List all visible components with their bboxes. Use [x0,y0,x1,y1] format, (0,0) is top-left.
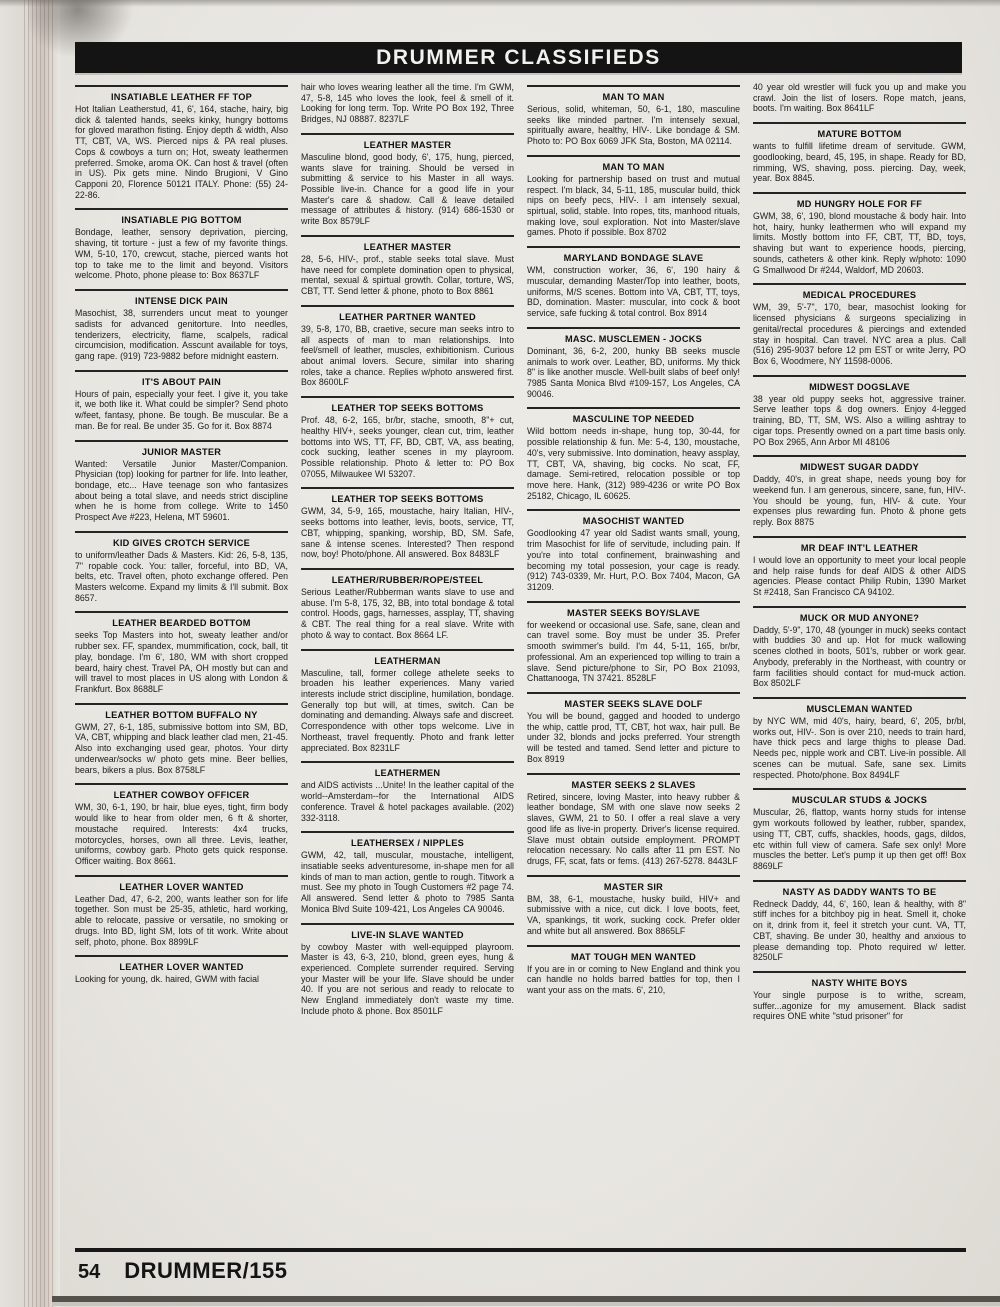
ad-title: INSATIABLE PIG BOTTOM [121,215,242,226]
ad-body: Masculine blond, good body, 6', 175, hung, pierced, wants slave for training. Should be versed in submitting & service to his Master in all ways. Possible live-in. Chance for a good life in your Master's care & shadow. Call & leave detailed message of attributes & history. (914) 686-1530 or write Box 8579LF [301,151,514,227]
ad-title: LEATHER COWBOY OFFICER [113,790,250,801]
ad-title: MUSCULAR STUDS & JOCKS [791,795,928,806]
classified-ad [75,85,288,200]
ad-title: MASTER SEEKS BOY/SLAVE [567,607,700,618]
classified-ad [753,375,966,448]
ad-body: hair who loves wearing leather all the time. I'm GWM, 47, 5-8, 145 who loves the look, feel & smell of it. Looking for long term. Top. Write PO Box 192, Three Bridges, NJ 08887. 8237LF [301,82,514,125]
classified-ad [301,235,514,297]
ad-title: NASTY WHITE BOYS [811,977,908,988]
ad-title: LEATHER BOTTOM BUFFALO NY [105,709,258,720]
ad-title: LEATHER PARTNER WANTED [339,311,476,322]
ad-body: 28, 5-6, HIV-, prof., stable seeks total slave. Must have need for complete domination open to physical, mental, sexual & spirtual growth. Collar, torture, WS, CBT, TT. Send letter & phone, photo to Box 8861 [301,253,514,297]
classified-ad [753,697,966,780]
ad-body: Serious Leather/Rubberman wants slave to use and abuse. I'm 5-8, 175, 32, BB, into total bondage & total control. Hoods, gags, harnesses, assplay, TT, shaving & CBT. The real thing for a real slave. Write with photo & way to contact. Box 8664 LF. [301,587,514,640]
classifieds-column [753,82,966,1234]
ad-body: Goodlooking 47 year old Sadist wants small, young, trim Masochist for life of servitude, including pain. If you're into total confinement, brainwashing and becoming my total possesion, your cage is ready. (912) 743-0339, Mr. Hurt, P.O. Box 7404, Macon, GA 31209. [527,528,740,592]
ad-title: IT'S ABOUT PAIN [142,376,221,387]
classified-ad [301,305,514,388]
ad-title: INSATIABLE LEATHER FF TOP [111,92,252,102]
classified-ad [527,155,740,238]
classified-ad [75,875,288,948]
ad-body: Masochist, 38, surrenders uncut meat to younger sadists for advanced genitorture. Into needles, tenderizers, electricity, flame, scalpels, radical circumcision, modification. Asscunt available for toys, gang rape. (919) 723-9882 before midnight eastern. [75,308,288,361]
header-bar [75,42,962,73]
ad-title: LEATHER TOP SEEKS BOTTOMS [331,403,484,414]
ad-body: for weekend or occasional use. Safe, sane, clean and can travel some. Boy must be under 35. Prefer smooth swimmer's build. I'm 44, 5-11, 165, br/br, professional. Am an experienced top willing to train a slave. Send picture/phone to Sir, PO Box 21093, Chattanooga, TN 37421. 8528LF [527,619,740,684]
classified-ad [527,945,740,996]
ad-title: MASTER SEEKS SLAVE DOLF [564,699,703,710]
ad-title: MASTER SEEKS 2 SLAVES [571,779,696,790]
ad-title: MD HUNGRY HOLE FOR FF [796,199,923,210]
ad-body: BM, 38, 6-1, moustache, husky build, HIV+ and submissive with a nice, cut dick. I love boots, feet, VA, spankings, tit work, sucking cock. Prefer older and white but all answered. Box 8865LF [527,893,740,936]
ad-title: MAN TO MAN [602,161,665,172]
ad-title: MASOCHIST WANTED [582,516,685,527]
ad-title: MEDICAL PROCEDURES [802,290,917,301]
ad-title: MAN TO MAN [602,92,665,102]
ad-body: Looking for partnership based on trust and mutual respect. I'm black, 34, 5-11, 185, muscular build, thick nips on beefy pecs, HIV-. I am intensely sexual, spirtual, solid, stable. Into ropes, tits, manhood rituals, making love, soul exploration. Not into Master/slave games. Photo if possible. Box 8702 [527,173,740,238]
ad-body: Leather Dad, 47, 6-2, 200, wants leather son for life together. Son must be 25-35, athletic, hard working, able to relocate, passive or versatile, no smoking or drugs. Into BD, light SM, lots of tit work. Write about self, photo, phone. Box 8899LF [75,893,288,947]
classifieds-columns [75,82,966,1234]
ad-title: LEATHERMEN [374,768,441,779]
ad-title: NASTY AS DADDY WANTS TO BE [782,886,937,897]
ad-body: Daddy, 40's, in great shape, needs young boy for weekend fun. I am generous, sincere, sane, fun, HIV-. You should be young, fun, HIV- & cute. Your expenses plus rewarding fun. Photo & phone gets reply. Box 8875 [753,474,966,528]
ad-body: Wild bottom needs in-shape, hung top, 30-44, for possible relationship & fun. Me: 5-4, 130, moustache, 40's, very submissive. Into domination, heavy assplay, TT, CBT, VA, shaving, big cocks. No scat, FF, damage. Semi-retired, relocation possible or top move here. Hank, (312) 989-4236 or write PO Box 25182, Chicago, IL 60625. [527,426,740,501]
classified-ad [753,122,966,184]
ad-body: Hours of pain, especially your feet. I give it, you take it, we both like it. What could be simpler? Send photo w/feet, fantasy, phone. Be tough. Be muscular. Be a man. Be for real. Be under 35. Go for it. Box 8874 [75,388,288,431]
classified-ad [753,536,966,598]
ad-title: LEATHER/RUBBER/ROPE/STEEL [331,575,484,585]
ad-body: GWM, 38, 6', 190, blond moustache & body hair. Into hot, hairy, hunky leathermen who will expand my limits. Mostly bottom into FF, CBT, TT, BD, toys, shaving but want to experience hoods, piercing, sounds, catheters & other kink. Reply w/photo: 1090 G Smallwood Dr #244, Waldorf, MD 20603. [753,211,966,275]
classifieds-column [527,82,740,1234]
ad-body: Retired, sincere, loving Master, into heavy rubber & leather bondage, SM with one slave now seeks 2 slaves, GWM, 21 to 50. I offer a real slave a very good life as live-in property. Driver's license required. Slave must obtain outside employment. PROMPT relocation necessary. No calls after 11 pm EST. No drugs, FF, scat, fats or fems. (413) 267-5278. 8443LF [527,791,740,866]
ad-title: MATURE BOTTOM [817,129,902,140]
ad-body: WM, 30, 6-1, 190, br hair, blue eyes, tight, firm body would like to hear from older men, 6 ft & shorter, moustache required. Interests: 4x4 trucks, motorcycles, horses, own all three. Levis, leather, uniforms, cowboy garb. Photo gets quick response. Officer waiting. Box 8661. [75,802,288,866]
ad-body: Wanted: Versatile Junior Master/Companion. Physician (top) looking for partner for life. Into leather, bondage, etc... Have teenage son who fantasizes about being a total slave, and needs strict discipline when he is home from college. Write to 1450 Prospect Ave #223, Helena, MT 59601. [75,458,288,523]
page-top-edge [0,0,1000,7]
ad-title: INTENSE DICK PAIN [135,296,228,307]
classified-ad [527,327,740,400]
classified-ad [301,761,514,823]
classified-ad [753,788,966,871]
ad-body: I would love an opportunity to meet your local people and help raise funds for deaf AIDS & other AIDS agencies. Please contact Philip Rubin, 1390 Market St #2418, San Francisco CA 94102. [753,554,966,597]
classified-ad [75,783,288,866]
classified-ad [527,601,740,684]
ad-body: GWM, 34, 5-9, 165, moustache, hairy Italian, HIV-, seeks bottoms into leather, levis, boots, service, TT, CBT, whipping, spanking, worship, BD, SM. Safe, sane & intense scenes. Interested? Then respond now, boy! Photo/phone. All answered. Box 8483LF [301,506,514,560]
classified-ad [753,971,966,1022]
ad-body: seeks Top Masters into hot, sweaty leather and/or rubber sex. FF, spandex, mummification, cock, ball, tit play, bondage. I'm 6', 180, WM with short cropped beard, hairy chest. Travel PA, OH mostly but can and will travel to most places in US along with London & Frankfurt. Box 8688LF [75,630,288,695]
ad-body: Your single purpose is to writhe, scream, suffer...agonize for my amusement. Black sadist requires ONE white "stud prisoner" for [753,989,966,1022]
footer-rule [75,1248,966,1252]
ad-title: MR DEAF INT'L LEATHER [800,542,919,553]
classified-ad [75,289,288,362]
ad-body: and AIDS activists ...Unite! In the leather capital of the world--Amsterdam--for the International AIDS conference. Travel & hotel packages available. (202) 332-3118. [301,780,514,823]
page-bottom-edge [52,1296,1000,1302]
ad-body: Looking for young, dk. haired, GWM with facial [75,974,259,985]
classified-ad [753,880,966,963]
ad-body: Bondage, leather, sensory deprivation, piercing, shaving, tit torture - just a few of my favorite things. WM, 5-10, 170, crewcut, stache, pierced wants hot top to take me to the limit and beyond. Visitors welcome. Photo, phone please to: Box 8637LF [75,227,288,281]
classified-ad [301,831,514,914]
ad-title: LIVE-IN SLAVE WANTED [351,929,464,940]
ad-body: Dominant, 36, 6-2, 200, hunky BB seeks muscle animals to work over. Leather, BD, uniforms. My thick 8" is like another muscle. Well-built slabs of beef only! 7985 Santa Monica Blvd #109-157, Los Angeles, CA 90046. [527,345,740,399]
ad-body: GWM, 42, tall, muscular, moustache, intelligent, insatiable seeks adventuresome, in-shape men for all kinds of man to man action, gentle to rough. Titwork a must. See my photo in Tough Customers #2 page 74. All answered. Send letter & photo to 7985 Santa Monica Blvd Suite 109-421, Los Angeles CA 90046. [301,850,514,914]
ad-body: Daddy, 5'-9", 170, 48 (younger in muck) seeks contact with buddies 30 and up. Hot for muck wallowing scenes clothed in boots, 501's, rubber or work gear. Anybody, preferably in the Northeast, with country or farm facilities should contact for mud-muck action. Box 8502LF [753,624,966,689]
magazine-issue: DRUMMER/155 [124,1258,288,1283]
classified-ad-continuation [753,82,966,114]
classified-ad [75,370,288,432]
ad-body: Masculine, tall, former college athelete seeks to broaden his leather experiences. Many varied interests include strict discipline, humilation, bondage. Generally top but will, at times, switch. Can be dominating and demanding. Always safe and discreet. Correspondence with other tops welcome. Live in Northeast, travel frequently. Photo and frank letter appreciated. Box 8231LF [301,667,514,753]
classified-ad [527,773,740,867]
classified-ad [527,692,740,765]
ad-title: LEATHER MASTER [363,241,452,252]
ad-title: MAT TOUGH MEN WANTED [570,951,697,962]
ad-body: WM, 39, 5'-7", 170, bear, masochist looking for licensed physicians & surgeons specializing in genital/rectal procedures & piercings and extended stay in hospital. Can travel. NYC area a plus. Call (516) 295-9037 before 12 pm EST or write Jerry, PO Box 6, Woodmere, NY 11598-0006. [753,302,966,366]
classifieds-column [75,82,288,1234]
ad-title: MIDWEST DOGSLAVE [809,381,910,392]
classified-ad [75,611,288,694]
classified-ad [527,85,740,147]
ad-title: MASTER SIR [603,881,664,892]
ad-body: GWM, 27, 6-1, 185, submissive bottom into SM, BD, VA, CBT, whipping and black leather clad men, 21-45. Also into exchanging used gear, photos. Your dirty underwear/socks w/ photo gets mine. Beer bellies, bears, bikers a plus. Box 8758LF [75,721,288,775]
classified-ad [301,923,514,1017]
classified-ad [75,440,288,523]
ad-title: LEATHERSEX / NIPPLES [350,838,465,849]
ad-body: Hot Italian Leatherstud, 41, 6', 164, stache, hairy, big dick & talented hands, seeks kinky, hungry bottoms for gloved marathon fisting. Enjoy depth & width, Also TT, CBT, VA, WS. Pierced nips & PA real pluses. Cops & cowboys a turn on; Hot, sweaty leathermen preferred. Smoke, aroma OK. Can host & travel (often in US). Pix gets mine. Nindo Brugioni, V Gino Capponi 20, Florence 50121 ITALY. Phone: (55) 24-22-86. [75,104,288,200]
ad-title: MARYLAND BONDAGE SLAVE [563,253,704,264]
ad-title: KID GIVES CROTCH SERVICE [112,537,251,548]
ad-body: 40 year old wrestler will fuck you up and make you crawl. Join the list of losers. Rope match, jeans, boots. I'm waiting. Box 8641LF [753,82,966,114]
classified-ad [527,875,740,937]
classified-ad [527,407,740,501]
classified-ad [301,133,514,227]
ad-body: to uniform/leather Dads & Masters. Kid: 26, 5-8, 135, 7" ropable cock. You: taller, forceful, into BD, VA, belts, etc. Travel often, photo exchange offered. Pen Masters welcome. Expand my limits & I'll submit. Box 8657. [75,549,288,603]
classified-ad [527,246,740,319]
classified-ad [75,208,288,281]
ad-body: Prof. 48, 6-2, 165, br/br, stache, smooth, 8"+ cut, healthy HIV+, seeks younger, clean cut, trim, leather bottoms into WS, TT, FF, BD, CBT, VA, ass beating, cock sucking, leather scenes in my playroom. Possible relationship. Photo & letter to: PO Box 07055, Milwaukee WI 53207. [301,415,514,479]
ad-title: MIDWEST SUGAR DADDY [799,462,920,473]
ad-body: wants to fulfill lifetime dream of servitude. GWM, goodlooking, beard, 45, 195, in shape. Ready for BD, rimming, WS, shaving, poss. piercing. Day, week, year. Box 8845. [753,141,966,184]
ad-title: LEATHERMAN [374,655,441,666]
ad-body: Redneck Daddy, 44, 6', 160, lean & healthy, with 8" stiff inches for a bitchboy pig in heat. Smell it, choke on it, drink from it, feel it stretch your cunt. VA, TT, CBT, shaving. Be under 30, healthy and anxious to please demanding top. Photo required w/ letter. 8250LF [753,898,966,963]
ad-title: LEATHER TOP SEEKS BOTTOMS [331,494,484,505]
classified-ad [75,703,288,776]
ad-title: LEATHER LOVER WANTED [119,881,244,892]
classified-ad [301,396,514,479]
ad-body: by NYC WM, mid 40's, hairy, beard, 6', 205, br/bl, works out, HIV-. Son is over 210, needs to train hard, have thick pecs and large thighs to please Dad. Needs pec, nipple work and CBT. Live-in possible. All scenes can be mutual. Safe, sane sex. Limits respected. Photo/phone. Box 8494LF [753,716,966,780]
ad-body: You will be bound, gagged and hooded to undergo the whip, cattle prod, TT, CBT, hot wax, hair pull. Be under 32, blonds and jocks preferred. Your strength will be tested and tamed. Send letter and picture to Box 8919 [527,711,740,764]
ad-title: LEATHER LOVER WANTED [119,962,244,973]
ad-body: WM, construction worker, 36, 6', 190 hairy & muscular, demanding Master/Top into leather, boots, uniforms, M/S scenes. Bottom into VA, CBT, TT, toys, BD, domination. Master: muscular, into cock & boot service, safe fucking & total control. Box 8914 [527,265,740,319]
ad-title: MASC. MUSCLEMEN - JOCKS [565,333,702,344]
ad-title: MUSCLEMAN WANTED [806,704,913,715]
classified-ad [753,192,966,275]
ad-body: Muscular, 26, flattop, wants horny studs for intense gym workouts followed by leather, rubber, spandex, using TT, CBT, cuffs, shackles, hoods, gags, dildos, etc within full view of camera. Safe sex only! More muscles the better. Let's pump it up then get off! Box 8869LF [753,807,966,871]
classified-ad [527,509,740,592]
classified-ad [753,283,966,366]
ad-title: MASCULINE TOP NEEDED [572,414,695,425]
classifieds-column [301,82,514,1234]
classified-ad [301,649,514,754]
classified-ad [75,531,288,604]
ad-body: Serious, solid, whiteman, 50, 6-1, 180, masculine seeks like minded partner. I'm intensely sexual, spiritually aware, healthy, HIV-. Like bondage & SM. Photo to: PO Box 6069 JFK Sta, Boston, MA 02114. [527,104,740,147]
ad-title: MUCK OR MUD ANYONE? [799,612,920,623]
binding-edge [0,0,60,1307]
ad-title: JUNIOR MASTER [141,446,222,457]
classified-ad [753,455,966,528]
page-footer [78,1258,1000,1284]
ad-body: by cowboy Master with well-equipped playroom. Master is 43, 6-3, 210, blond, green eyes, hung & experienced. Complete surrender required. Serving your Master will be your life. Slave should be under 40. If you are not serious and ready to relocate to New England immediately don't waste my time. Include photo & phone. Box 8501LF [301,941,514,1016]
ad-body: If you are in or coming to New England and think you can handle no holds barred battles for top, then I want your ass on the mats. 6', 210, [527,963,740,995]
classified-ad [753,606,966,689]
page-title: DRUMMER CLASSIFIEDS [376,45,661,69]
page-number: 54 [78,1261,101,1283]
ad-title: LEATHER BEARDED BOTTOM [112,618,251,629]
classified-ad [301,568,514,641]
classified-ad-continuation [301,82,514,125]
ad-body: 38 year old puppy seeks hot, aggressive trainer. Serve leather tops & dog owners. Enjoy 4-legged training, BD, TT, SM, WS. Also a willing ashtray to cigar tops. Presently owned on a part time basis only. PO Box 2965, Ann Arbor MI 48106 [753,393,966,447]
ad-title: LEATHER MASTER [363,139,452,150]
ad-body: 39, 5-8, 170, BB, craetive, secure man seeks intro to all aspects of man to man relationships. Into feel/smell of leather, muscles, exhibitionism. Curious about animal lovers. Secure, similar into sharing roles, take a chance. Replies w/photo answered first. Box 8600LF [301,323,514,388]
classified-ad [301,487,514,560]
classified-ad [75,955,288,985]
